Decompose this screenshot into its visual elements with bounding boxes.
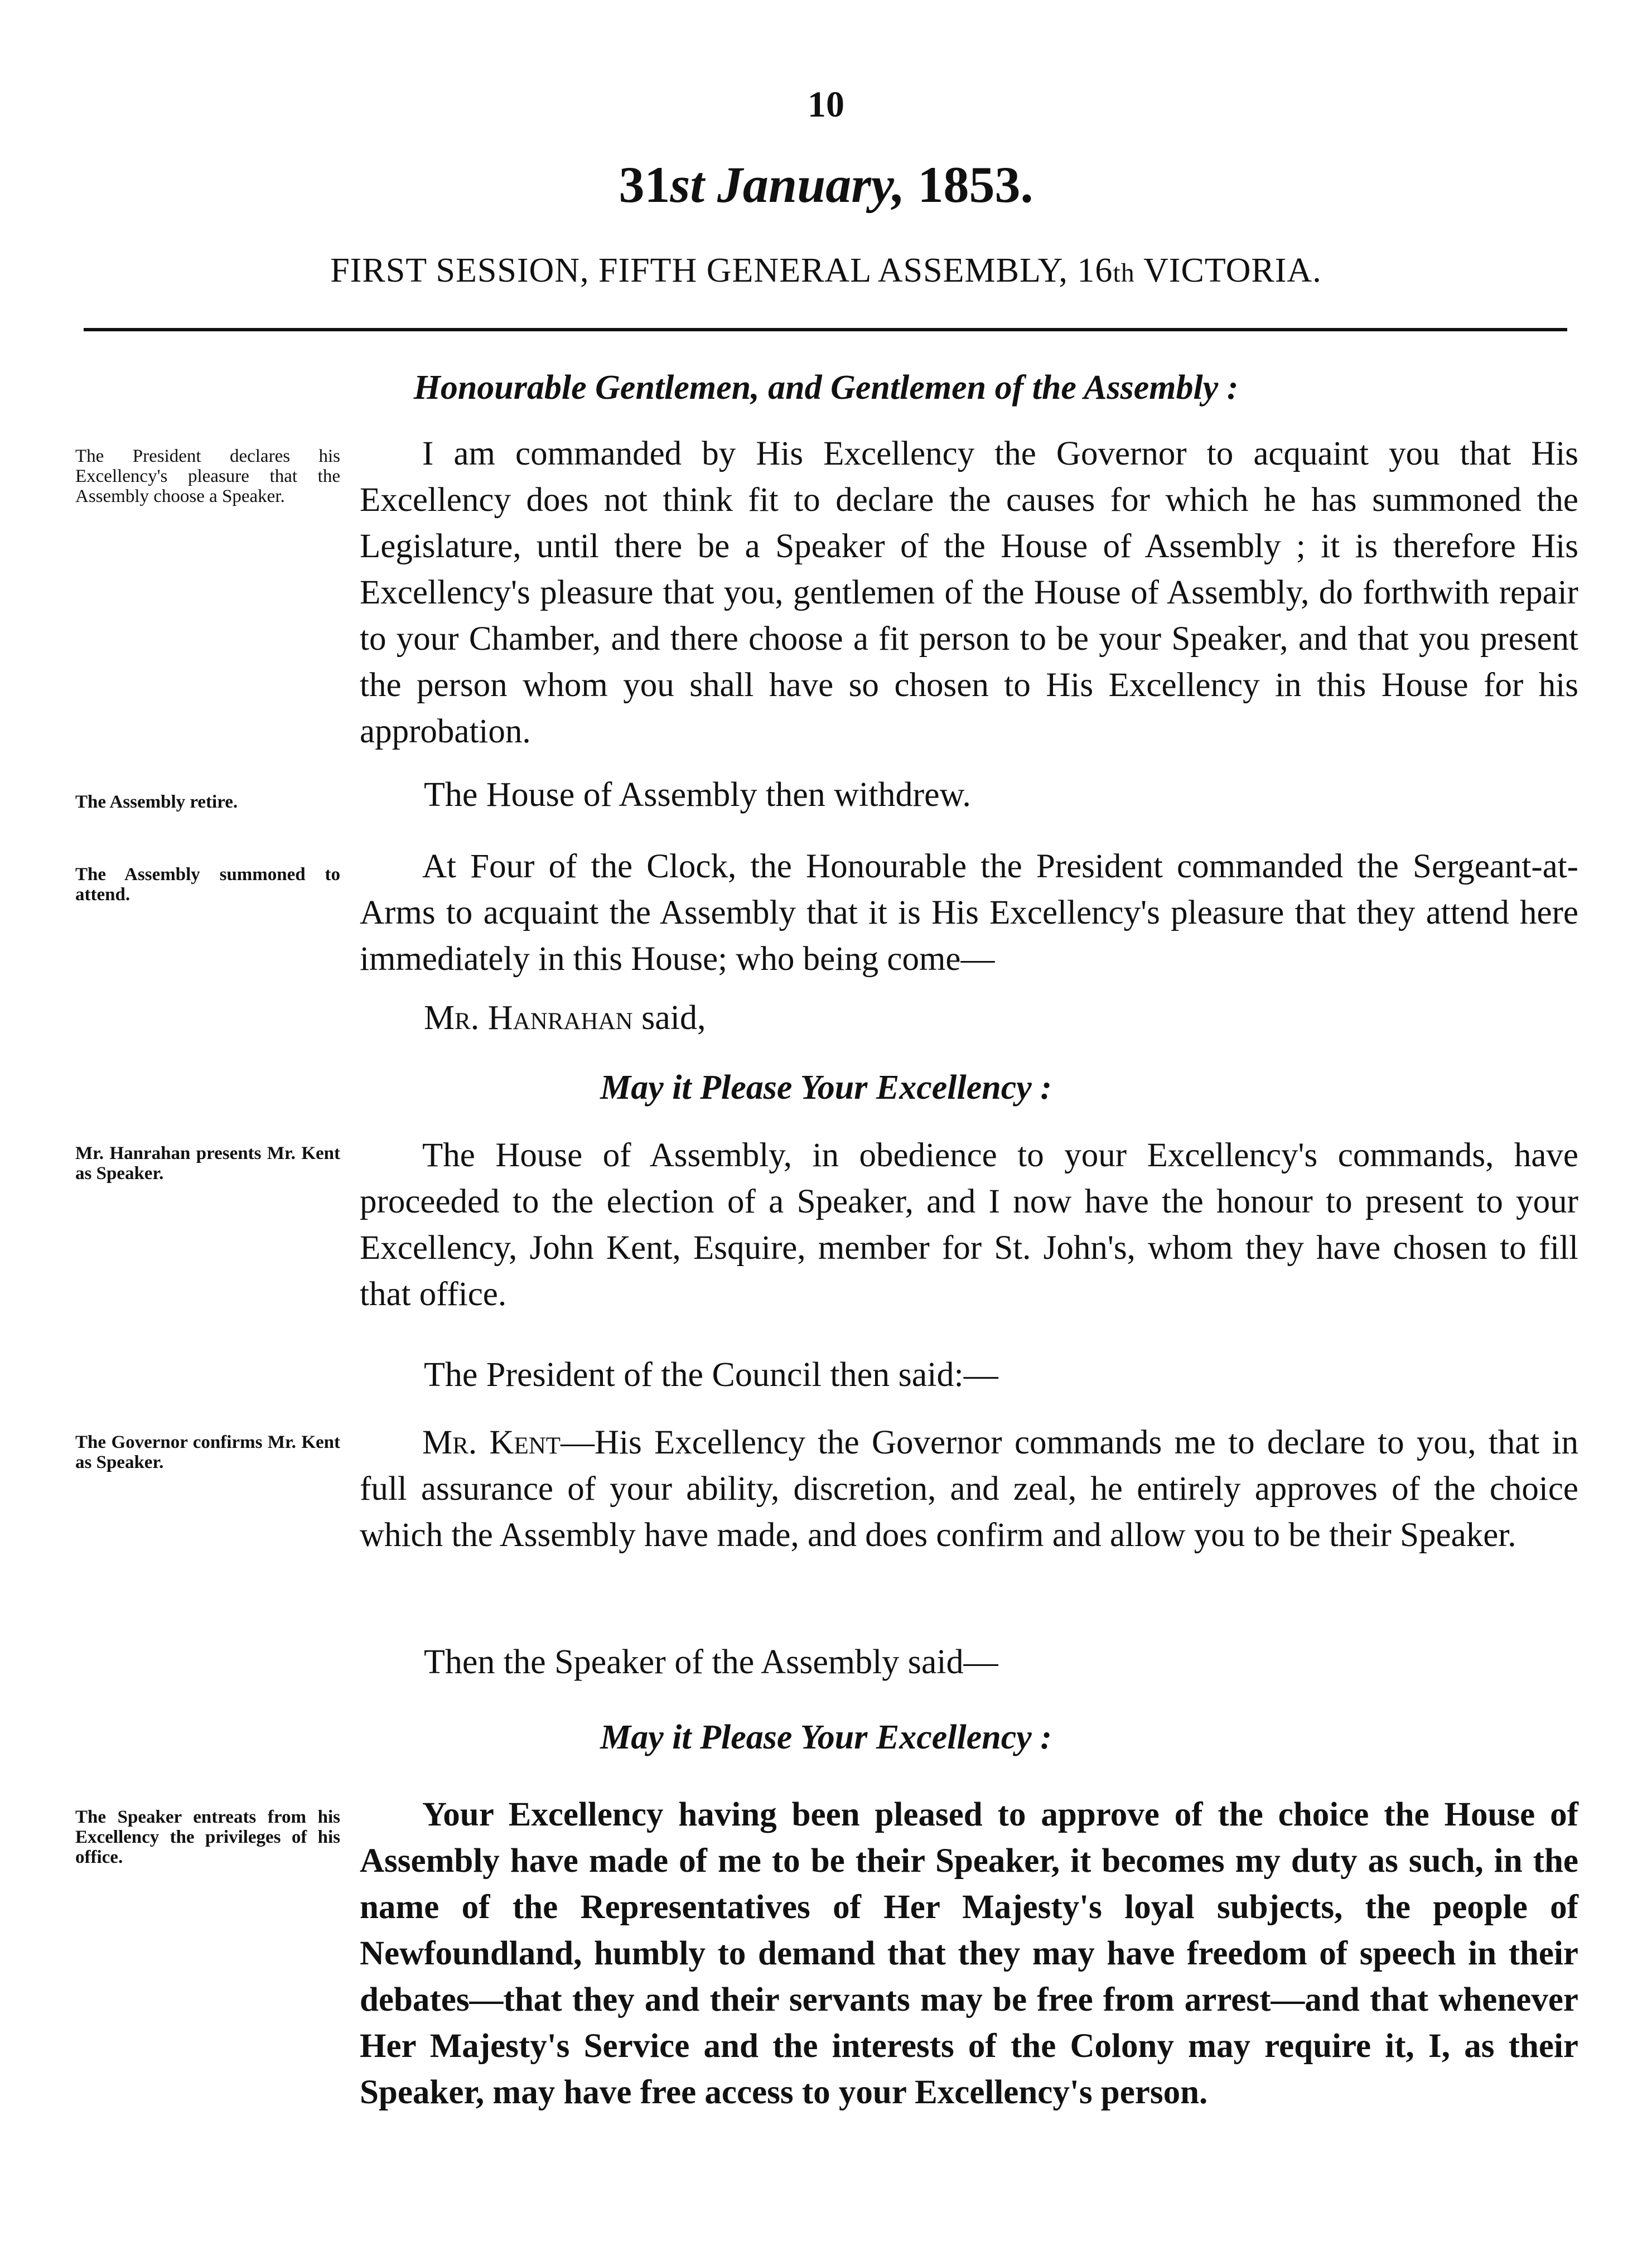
paragraph-four-clock-text: At Four of the Clock, the Honourable the President commanded the Sergeant-at-Arms to acquaint the Assembly that it is His Excellency's pleasure that they attend here immediately in this House; who being come— [360,848,1578,978]
session-th: th [1113,258,1135,288]
session-line-a: FIRST SESSION, FIFTH GENERAL ASSEMBLY, [330,252,1068,289]
paragraph-kent-text: —His Excellency the Governor commands me to declare to you, that in full assurance of your ability, discretion, and zeal, he entirely approves of the choice which the Assembly have made, and does confirm and allow you to be their Speaker. [360,1424,1578,1554]
please-heading-1: May it Please Your Excellency : [600,1069,1052,1107]
hanrahan-said: said, [641,999,706,1037]
date-year: 1853. [917,156,1033,213]
paragraph-privileges [360,1791,1578,2116]
paragraph-withdrew: The House of Assembly then withdrew. [424,776,971,814]
paragraph-commanded [360,431,1578,755]
session-heading [0,251,1652,291]
paragraph-speaker-said: Then the Speaker of the Assembly said— [424,1643,998,1681]
kent-name: Mr. Kent [422,1424,561,1461]
header-rule [84,328,1567,331]
margin-note-governor-confirms: The Governor confirms Mr. Kent as Speaker. [75,1432,340,1472]
session-number: 16 [1077,252,1113,289]
margin-note-assembly-summoned: The Assembly summoned to attend. [75,864,340,905]
paragraph-president-said: The President of the Council then said:— [424,1356,998,1394]
page-number: 10 [808,84,844,125]
margin-note-assembly-retire: The Assembly retire. [75,792,238,812]
paragraph-four-clock [360,843,1578,982]
margin-note-hanrahan-presents: Mr. Hanrahan presents Mr. Kent as Speaker. [75,1143,340,1184]
address-heading: Honourable Gentlemen, and Gentlemen of the Assembly : [413,369,1239,407]
margin-note-president-declares: The President declares his Excellency's pleasure that the Assembly choose a Speaker. [75,446,340,506]
margin-note-speaker-entreats: The Speaker entreats from his Excellency the privileges of his office. [75,1807,340,1867]
paragraph-kent [360,1419,1578,1558]
paragraph-commanded-text: I am commanded by His Excellency the Governor to acquaint you that His Excellency does not think fit to declare the causes for which he has summoned the Legislature, until there be a Speaker of the House of Assembly ; it is therefore His Excellency's pleasure that you, gentlemen of the House of Assembly, do forthwith repair to your Chamber, and there choose a fit person to be your Speaker, and that you present the person whom you shall have so chosen to His Excellency in this House for his approbation. [360,435,1578,750]
please-heading-2: May it Please Your Excellency : [600,1718,1052,1756]
date-suffix: st [670,156,704,213]
paragraph-obedience-text: The House of Assembly, in obedience to your Excellency's commands, have proceeded to the election of a Speaker, and I now have the honour to present to your Excellency, John Kent, Esquire, member for St. John's, whom they have chosen to fill that office. [360,1137,1578,1313]
hanrahan-name: Mr. Hanrahan [424,999,633,1037]
date-day: 31 [619,156,670,213]
paragraph-privileges-text: Your Excellency having been pleased to approve of the choice the House of Assembly have made of me to be their Speaker, it becomes my duty as such, in the name of the Representatives of Her Majesty's loyal subjects, the people of Newfoundland, humbly to demand that they may have freedom of speech in their debates—that they and their servants may be free from arrest—and that whenever Her Majesty's Service and the interests of the Colony may require it, I, as their Speaker, may have free access to your Excellency's person. [360,1796,1578,2111]
paragraph-obedience [360,1132,1578,1317]
date-heading [0,155,1652,214]
hanrahan-line [424,998,706,1038]
date-month: January, [717,156,905,213]
session-line-b: VICTORIA. [1143,252,1322,289]
